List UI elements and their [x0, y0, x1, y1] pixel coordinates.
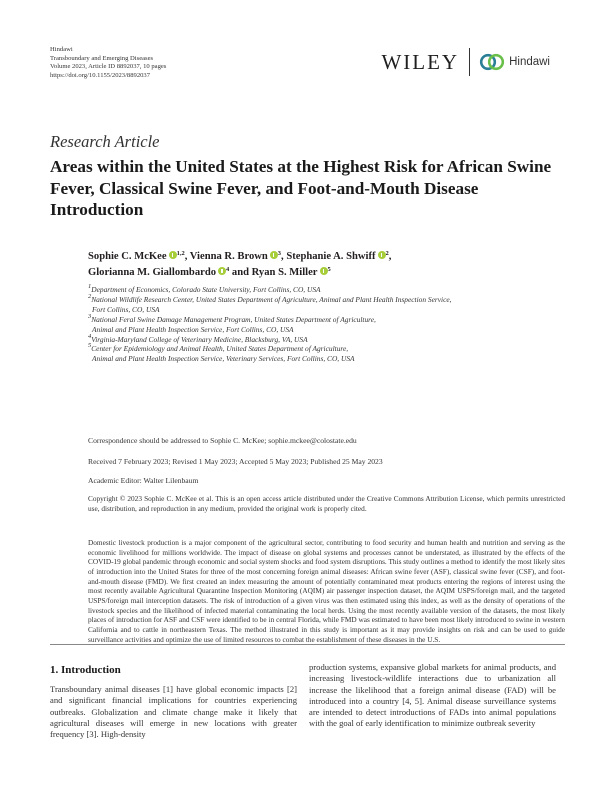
journal-publisher: Hindawi	[50, 46, 73, 53]
wiley-logo: WILEY	[381, 49, 460, 74]
affiliation-text: National Wildlife Research Center, United States Department of Agriculture, Animal and Plant Health Inspection Service,	[91, 294, 452, 304]
journal-volume: Volume 2023, Article ID 8892037, 10 pages	[50, 63, 167, 71]
orcid-icon[interactable]	[270, 251, 278, 259]
journal-doi[interactable]: https://doi.org/10.1155/2023/8892037	[50, 71, 151, 79]
affiliation-text: Animal and Plant Health Inspection Service, Fort Collins, CO, USA	[92, 324, 294, 334]
author-affiliation-number: 5	[327, 265, 331, 273]
affiliation-line	[88, 354, 558, 364]
author	[88, 267, 229, 278]
publication-dates: Received 7 February 2023; Revised 1 May 2023; Accepted 5 May 2023; Published 25 May 2023	[88, 457, 383, 466]
affiliation-line	[88, 325, 558, 335]
affiliation-text: Fort Collins, CO, USA	[92, 304, 160, 314]
section-heading: 1. Introduction	[50, 664, 121, 676]
orcid-icon[interactable]	[169, 251, 177, 259]
orcid-icon[interactable]	[218, 267, 226, 275]
article-title: Areas within the United States at the Highest Risk for African Swine Fever, Classical Swine Fever, and Foot-and-Mouth Disease Introduction	[50, 157, 552, 219]
intro-column-right: production systems, expansive global markets for animal products, and increasing livestock-wildlife interactions due to urbanization all increase the likelihood that a foreign animal disease (FAD) will be introduced into a country [4, 5]. Animal disease surveillance systems are intended to detect introductions of FADs into animal populations with the goal of early identification to minimize outbreak severity	[309, 662, 556, 729]
affiliation-text: National Feral Swine Damage Management Program, United States Department of Agriculture,	[91, 314, 376, 324]
intro-column-left: Transboundary animal diseases [1] have global economic impacts [2] and significant financial implications for countries experiencing outbreaks. Globalization and climate change make it likely that agricultural diseases will emerge in new locations with greater frequency [3]. High-density	[50, 684, 297, 740]
section-divider	[50, 644, 565, 645]
orcid-icon[interactable]	[378, 251, 386, 259]
author-affiliation-number: 1,2	[176, 250, 185, 257]
article-type: Research Article	[50, 132, 160, 151]
affiliation-line	[88, 305, 558, 315]
affiliation-list	[88, 285, 558, 364]
abstract: Domestic livestock production is a major component of the agricultural sector, contributing to food security and human health and nutrition and serving as the economic livelihood for millions worldwide. The impact of disease on global systems and processes cannot be understated, as illustrated by the effects of the COVID-19 global pandemic through economic and social system shocks and food system disruptions. This study outlines a method to identify the most likely sites of introduction into the United States for three of the most concerning foreign animal diseases: African swine fever (ASF), classical swine fever (CSF), and foot-and-mouth disease (FMD). We first created an index measuring the amount of potentially contaminated meat products entering the regions of interest using the most recently available Agricultural Quarantine Inspection Monitoring (AQIM) air passenger inspection dataset, the AQIM USPS/foreign mail, and the targeted USPS/foreign mail interception datasets. The risk of introduction of a given virus was then estimated using this index, as well as the density of operations of the livestock species and the likelihood of infected material contaminating the local herds. Using the most recently available version of the datasets, the most likely places of introduction for ASF and CSF were identified to be in central Florida, while FMD was estimated to have been most likely introduced to swine in western California and to cattle in northeastern Texas. The method illustrated in this study is important as it may provide insights on risk and can be used to guide surveillance activities and optimize the use of limited resources to combat the establishment of these diseases in the U.S.	[88, 538, 565, 644]
author-name: Sophie C. McKee	[88, 251, 167, 262]
author-name: Ryan S. Miller	[251, 266, 318, 278]
author-name: Vienna R. Brown	[189, 251, 268, 262]
author-list	[88, 249, 558, 280]
author-separator: and	[229, 266, 252, 278]
affiliation-text: Virginia-Maryland College of Veterinary Medicine, Blacksburg, VA, USA	[91, 334, 308, 344]
journal-meta	[50, 46, 166, 80]
hindawi-wordmark: Hindawi	[509, 56, 550, 68]
affiliation-text: Animal and Plant Health Inspection Service, Veterinary Services, Fort Collins, CO, USA	[92, 354, 355, 364]
academic-editor: Academic Editor: Walter Lilenbaum	[88, 476, 199, 485]
affiliation-line	[88, 285, 558, 295]
hindawi-rings-icon	[479, 53, 505, 71]
author	[88, 251, 185, 262]
copyright-notice: Copyright © 2023 Sophie C. McKee et al. This is an open access article distributed under the Creative Commons Attribution License, which permits unrestricted use, distribution, and reproduction in any medium, provided the original work is properly cited.	[88, 494, 565, 513]
affiliation-number: 3	[88, 312, 92, 320]
author	[190, 251, 281, 262]
author-affiliation-number: 2	[385, 250, 389, 257]
author-name: Stephanie A. Shwiff	[286, 251, 376, 262]
affiliation-line	[88, 312, 558, 325]
affiliation-line	[88, 292, 558, 305]
author-affiliation-number: 4	[226, 265, 230, 273]
affiliation-number: 2	[88, 292, 92, 300]
orcid-icon[interactable]	[320, 267, 328, 275]
author-name: Glorianna M. Giallombardo	[88, 266, 217, 278]
author-separator: ,	[281, 251, 287, 262]
affiliation-line	[88, 332, 558, 345]
affiliation-text: Center for Epidemiology and Animal Health, United States Department of Agriculture,	[91, 344, 349, 354]
hindawi-logo	[479, 53, 550, 71]
author	[252, 267, 331, 278]
author-separator: ,	[388, 251, 392, 262]
journal-name: Transboundary and Emerging Diseases	[50, 54, 154, 62]
affiliation-line	[88, 344, 558, 354]
logo-divider	[469, 48, 470, 76]
affiliation-number: 1	[88, 283, 92, 290]
affiliation-text: Department of Economics, Colorado State University, Fort Collins, CO, USA	[91, 285, 321, 294]
affiliation-number: 5	[88, 342, 92, 350]
correspondence: Correspondence should be addressed to Sophie C. McKee; sophie.mckee@colostate.edu	[88, 436, 357, 445]
author-affiliation-number: 3	[277, 250, 282, 257]
affiliation-number: 4	[88, 332, 92, 340]
publisher-logos	[381, 47, 550, 77]
author	[286, 251, 388, 262]
author-separator: ,	[184, 251, 190, 262]
